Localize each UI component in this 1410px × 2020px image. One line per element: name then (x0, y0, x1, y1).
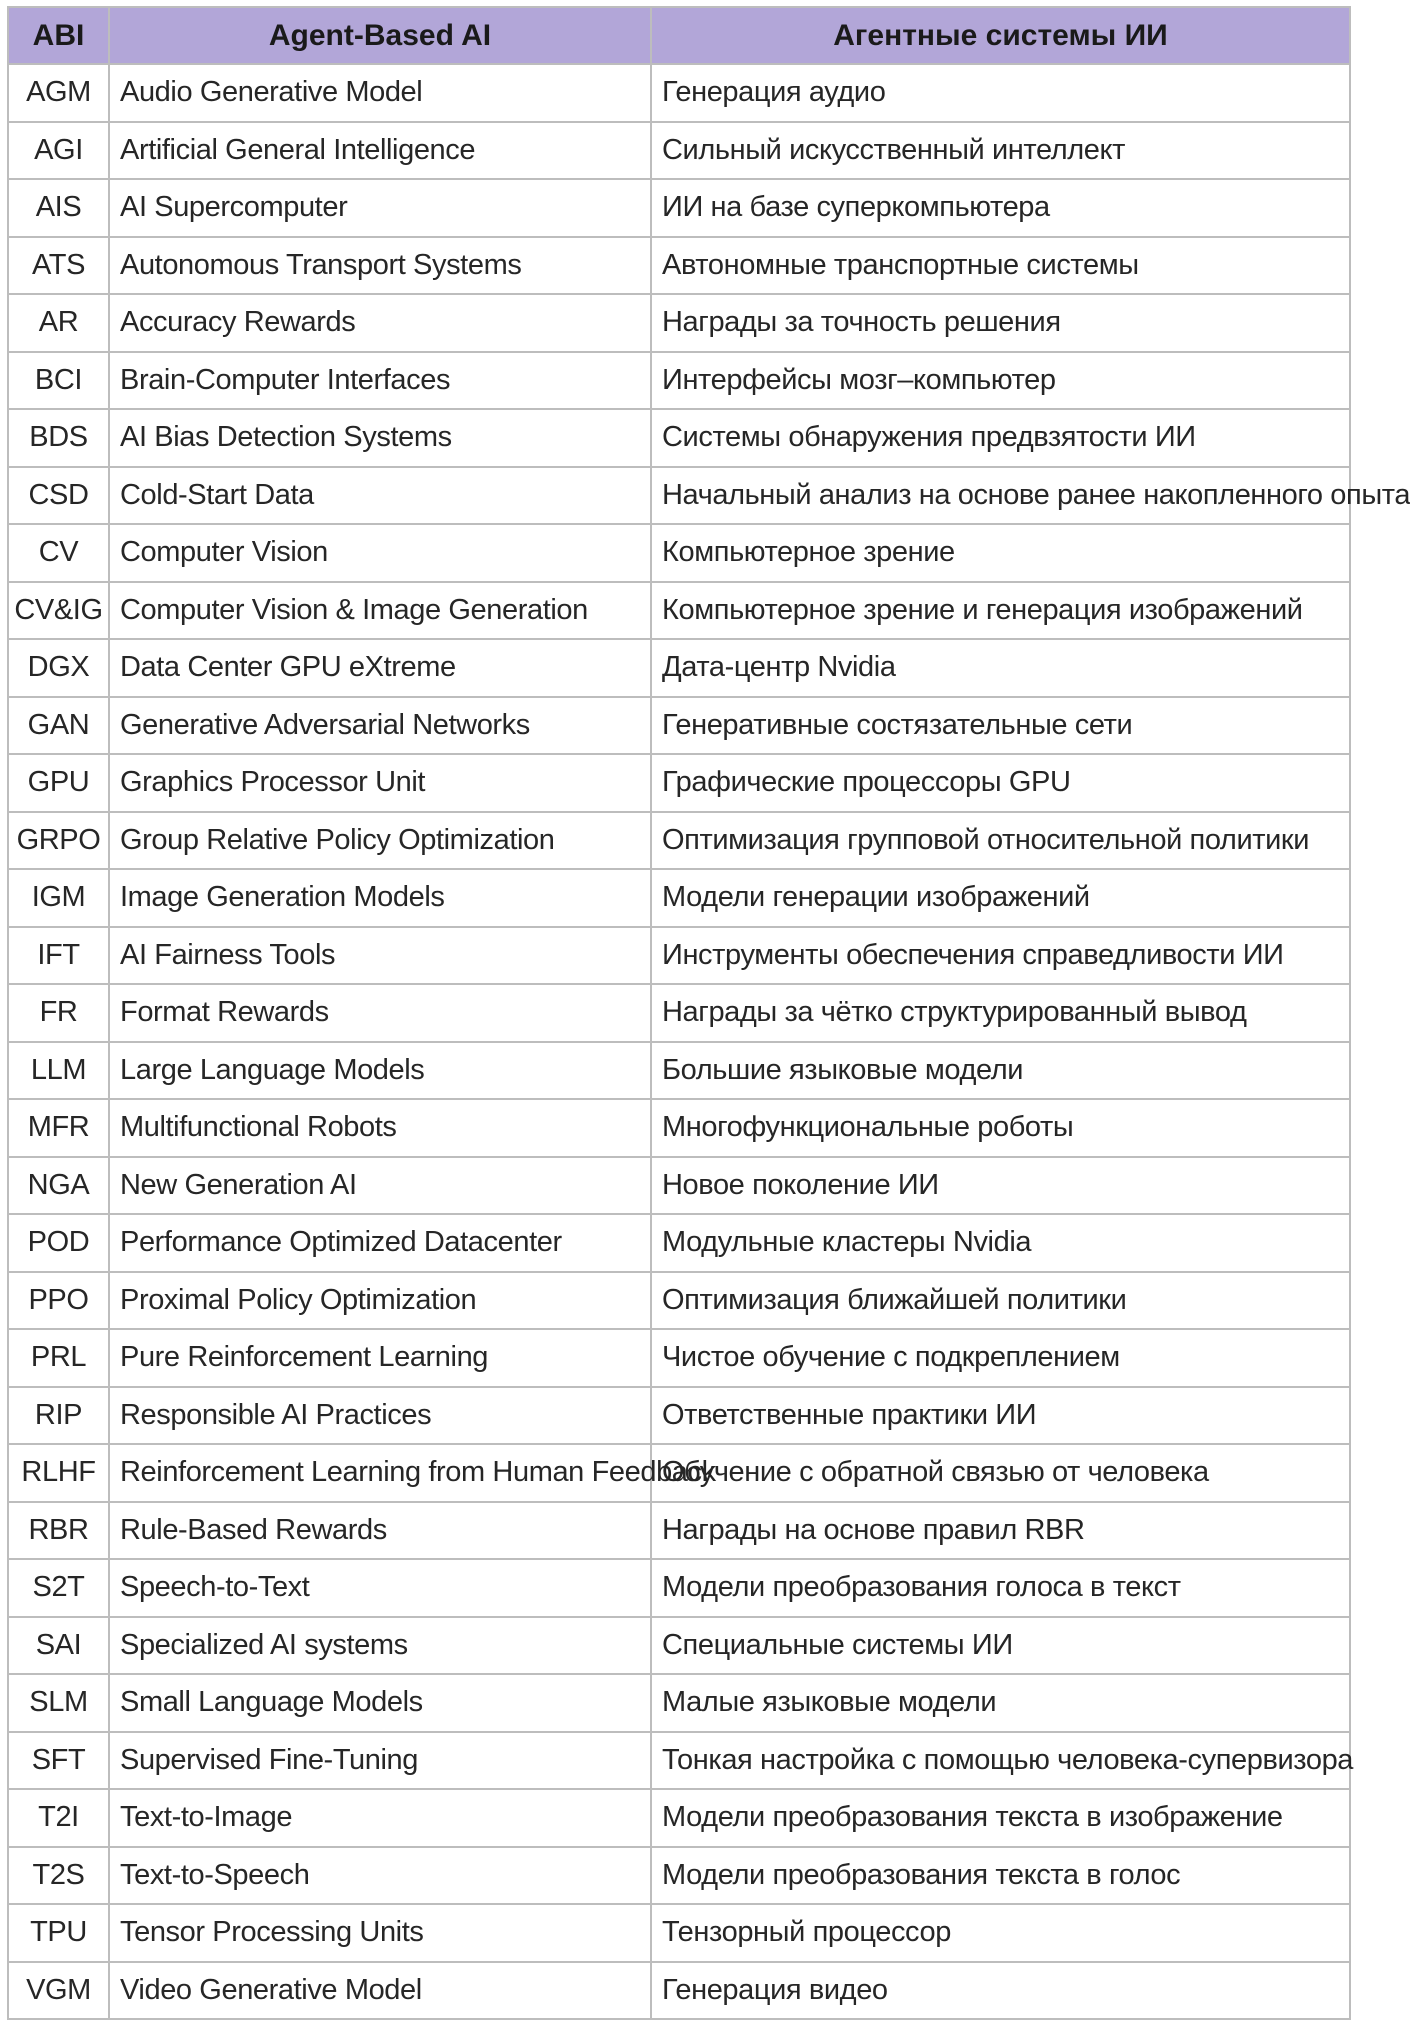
table-row (8, 179, 1350, 237)
abbreviation-cell: T2S (8, 1847, 109, 1905)
table-row (8, 1214, 1350, 1272)
table-row (8, 1387, 1350, 1445)
english-term-cell: Artificial General Intelligence (109, 122, 651, 180)
abbreviation-cell: GPU (8, 754, 109, 812)
russian-term-cell: Модульные кластеры Nvidia (651, 1214, 1350, 1272)
table-row (8, 1272, 1350, 1330)
abbreviation-cell: TPU (8, 1904, 109, 1962)
russian-term-cell: Тонкая настройка с помощью человека-супервизора (651, 1732, 1350, 1790)
table-row (8, 1962, 1350, 2020)
abbreviation-cell: NGA (8, 1157, 109, 1215)
abbreviation-cell: GRPO (8, 812, 109, 870)
table-row (8, 1847, 1350, 1905)
russian-term-cell: Генеративные состязательные сети (651, 697, 1350, 755)
abbreviation-cell: VGM (8, 1962, 109, 2020)
abbreviation-cell: PRL (8, 1329, 109, 1387)
table-row (8, 1329, 1350, 1387)
abbreviation-cell: POD (8, 1214, 109, 1272)
english-term-cell: Video Generative Model (109, 1962, 651, 2020)
russian-term-cell: Оптимизация ближайшей политики (651, 1272, 1350, 1330)
table-row (8, 1099, 1350, 1157)
english-term-cell: Format Rewards (109, 984, 651, 1042)
english-term-cell: Brain-Computer Interfaces (109, 352, 651, 410)
russian-term-cell: Сильный искусственный интеллект (651, 122, 1350, 180)
english-term-cell: Rule-Based Rewards (109, 1502, 651, 1560)
russian-term-cell: Генерация видео (651, 1962, 1350, 2020)
english-term-cell: Computer Vision & Image Generation (109, 582, 651, 640)
table-row (8, 1559, 1350, 1617)
russian-term-cell: Модели преобразования текста в изображение (651, 1789, 1350, 1847)
english-term-cell: AI Bias Detection Systems (109, 409, 651, 467)
russian-term-cell: Тензорный процессор (651, 1904, 1350, 1962)
table-row (8, 352, 1350, 410)
english-term-cell: Supervised Fine-Tuning (109, 1732, 651, 1790)
russian-term-cell: Компьютерное зрение (651, 524, 1350, 582)
abbreviation-cell: ATS (8, 237, 109, 295)
russian-term-cell: Награды за точность решения (651, 294, 1350, 352)
english-term-cell: AI Supercomputer (109, 179, 651, 237)
russian-term-cell: ИИ на базе суперкомпьютера (651, 179, 1350, 237)
table-row (8, 812, 1350, 870)
abbreviation-cell: PPO (8, 1272, 109, 1330)
russian-term-cell: Новое поколение ИИ (651, 1157, 1350, 1215)
table-row (8, 1042, 1350, 1100)
abbreviation-cell: SLM (8, 1674, 109, 1732)
english-term-cell: Autonomous Transport Systems (109, 237, 651, 295)
table-row (8, 237, 1350, 295)
russian-term-cell: Генерация аудио (651, 64, 1350, 122)
table-row (8, 639, 1350, 697)
abbreviation-cell: AGM (8, 64, 109, 122)
english-term-cell: Generative Adversarial Networks (109, 697, 651, 755)
russian-term-cell: Автономные транспортные системы (651, 237, 1350, 295)
abbreviation-cell: DGX (8, 639, 109, 697)
table-row (8, 1444, 1350, 1502)
table-body (8, 64, 1410, 2019)
glossary-table-container (7, 6, 1410, 2020)
table-row (8, 64, 1350, 122)
english-term-cell: Cold-Start Data (109, 467, 651, 525)
english-term-cell: Responsible AI Practices (109, 1387, 651, 1445)
table-row (8, 1502, 1350, 1560)
header-abbreviation: ABI (8, 7, 109, 64)
english-term-cell: Large Language Models (109, 1042, 651, 1100)
abbreviation-cell: RIP (8, 1387, 109, 1445)
russian-term-cell: Специальные системы ИИ (651, 1617, 1350, 1675)
header-row (8, 7, 1350, 64)
glossary-table (7, 6, 1410, 2020)
table-row (8, 1904, 1350, 1962)
russian-term-cell: Начальный анализ на основе ранее накопленного опыта (651, 467, 1350, 525)
russian-term-cell: Ответственные практики ИИ (651, 1387, 1350, 1445)
russian-term-cell: Графические процессоры GPU (651, 754, 1350, 812)
table-row (8, 409, 1350, 467)
russian-term-cell: Модели преобразования голоса в текст (651, 1559, 1350, 1617)
table-row (8, 1732, 1350, 1790)
abbreviation-cell: SAI (8, 1617, 109, 1675)
russian-term-cell: Оптимизация групповой относительной политики (651, 812, 1350, 870)
abbreviation-cell: BDS (8, 409, 109, 467)
english-term-cell: Speech-to-Text (109, 1559, 651, 1617)
russian-term-cell: Модели генерации изображений (651, 869, 1350, 927)
table-row (8, 524, 1350, 582)
english-term-cell: New Generation AI (109, 1157, 651, 1215)
table-row (8, 1674, 1350, 1732)
abbreviation-cell: MFR (8, 1099, 109, 1157)
table-row (8, 869, 1350, 927)
abbreviation-cell: LLM (8, 1042, 109, 1100)
table-row (8, 294, 1350, 352)
abbreviation-cell: AGI (8, 122, 109, 180)
english-term-cell: Computer Vision (109, 524, 651, 582)
table-row (8, 1789, 1350, 1847)
abbreviation-cell: T2I (8, 1789, 109, 1847)
abbreviation-cell: SFT (8, 1732, 109, 1790)
english-term-cell: Tensor Processing Units (109, 1904, 651, 1962)
russian-term-cell: Модели преобразования текста в голос (651, 1847, 1350, 1905)
english-term-cell: Data Center GPU eXtreme (109, 639, 651, 697)
english-term-cell: Image Generation Models (109, 869, 651, 927)
english-term-cell: Graphics Processor Unit (109, 754, 651, 812)
table-row (8, 984, 1350, 1042)
russian-term-cell: Чистое обучение с подкреплением (651, 1329, 1350, 1387)
russian-term-cell: Награды на основе правил RBR (651, 1502, 1350, 1560)
english-term-cell: Specialized AI systems (109, 1617, 651, 1675)
table-row (8, 582, 1350, 640)
english-term-cell: Reinforcement Learning from Human Feedback (109, 1444, 651, 1502)
table-row (8, 467, 1350, 525)
abbreviation-cell: CV&IG (8, 582, 109, 640)
abbreviation-cell: RBR (8, 1502, 109, 1560)
russian-term-cell: Награды за чётко структурированный вывод (651, 984, 1350, 1042)
table-row (8, 1157, 1350, 1215)
english-term-cell: Multifunctional Robots (109, 1099, 651, 1157)
table-header (8, 7, 1350, 64)
english-term-cell: Text-to-Speech (109, 1847, 651, 1905)
russian-term-cell: Обучение с обратной связью от человека (651, 1444, 1350, 1502)
abbreviation-cell: AIS (8, 179, 109, 237)
table-row (8, 697, 1350, 755)
abbreviation-cell: BCI (8, 352, 109, 410)
abbreviation-cell: AR (8, 294, 109, 352)
abbreviation-cell: GAN (8, 697, 109, 755)
abbreviation-cell: CSD (8, 467, 109, 525)
russian-term-cell: Малые языковые модели (651, 1674, 1350, 1732)
abbreviation-cell: IFT (8, 927, 109, 985)
russian-term-cell: Интерфейсы мозг–компьютер (651, 352, 1350, 410)
english-term-cell: Accuracy Rewards (109, 294, 651, 352)
russian-term-cell: Дата-центр Nvidia (651, 639, 1350, 697)
english-term-cell: Audio Generative Model (109, 64, 651, 122)
abbreviation-cell: FR (8, 984, 109, 1042)
english-term-cell: Group Relative Policy Optimization (109, 812, 651, 870)
russian-term-cell: Инструменты обеспечения справедливости ИИ (651, 927, 1350, 985)
table-row (8, 927, 1350, 985)
russian-term-cell: Многофункциональные роботы (651, 1099, 1350, 1157)
header-russian: Агентные системы ИИ (651, 7, 1350, 64)
english-term-cell: Performance Optimized Datacenter (109, 1214, 651, 1272)
table-row (8, 122, 1350, 180)
russian-term-cell: Компьютерное зрение и генерация изображений (651, 582, 1350, 640)
table-row (8, 1617, 1350, 1675)
english-term-cell: Proximal Policy Optimization (109, 1272, 651, 1330)
russian-term-cell: Системы обнаружения предвзятости ИИ (651, 409, 1350, 467)
abbreviation-cell: S2T (8, 1559, 109, 1617)
english-term-cell: Small Language Models (109, 1674, 651, 1732)
abbreviation-cell: IGM (8, 869, 109, 927)
english-term-cell: AI Fairness Tools (109, 927, 651, 985)
abbreviation-cell: RLHF (8, 1444, 109, 1502)
english-term-cell: Pure Reinforcement Learning (109, 1329, 651, 1387)
abbreviation-cell: CV (8, 524, 109, 582)
russian-term-cell: Большие языковые модели (651, 1042, 1350, 1100)
english-term-cell: Text-to-Image (109, 1789, 651, 1847)
header-english: Agent-Based AI (109, 7, 651, 64)
table-row (8, 754, 1350, 812)
